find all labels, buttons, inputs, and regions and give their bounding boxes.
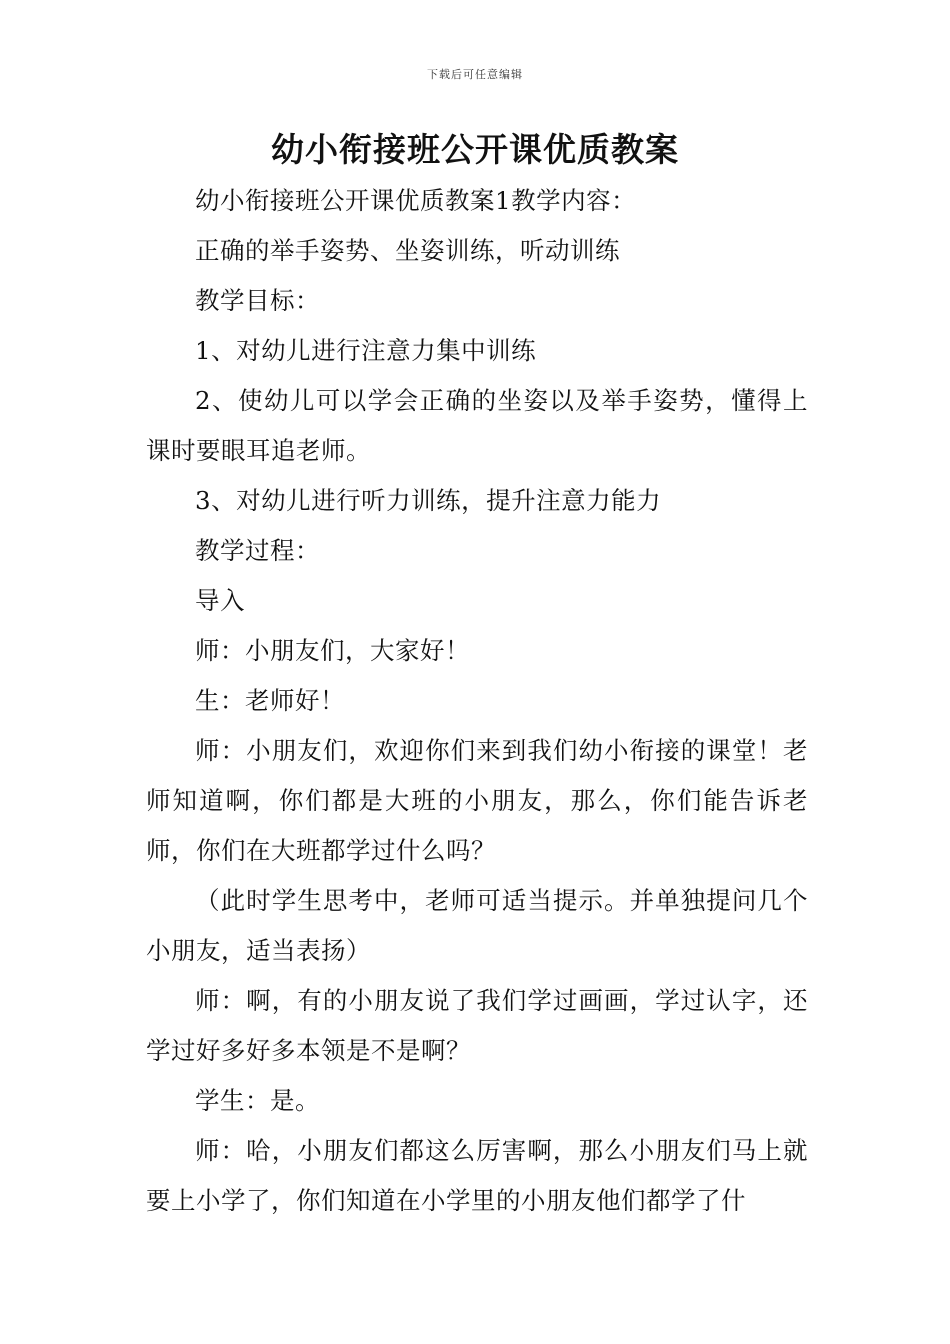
paragraph: 1、对幼儿进行注意力集中训练	[195, 336, 537, 365]
paragraph: 学生：是。	[195, 1086, 320, 1115]
paragraph: 师：哈，小朋友们都这么厉害啊，那么小朋友们马上就要上小学了，你们知道在小学里的小朋友他们都学了什	[146, 1136, 808, 1215]
paragraph: 师：小朋友们，欢迎你们来到我们幼小衔接的课堂！老师知道啊，你们都是大班的小朋友，那么，你们能告诉老师，你们在大班都学过什么吗？	[146, 736, 808, 865]
paragraph: 师：啊，有的小朋友说了我们学过画画，学过认字，还学过好多好多本领是不是啊？	[146, 986, 808, 1065]
paragraph: 教学过程：	[195, 536, 320, 565]
paragraph: 幼小衔接班公开课优质教案1教学内容：	[195, 186, 637, 215]
document-body	[146, 176, 808, 1226]
document-title: 幼小衔接班公开课优质教案	[271, 130, 679, 169]
paragraph: 生：老师好！	[195, 686, 345, 715]
paragraph: （此时学生思考中，老师可适当提示。并单独提问几个小朋友，适当表扬）	[146, 886, 808, 965]
paragraph: 导入	[195, 586, 245, 615]
paragraph: 师：小朋友们，大家好！	[195, 636, 470, 665]
paragraph: 教学目标：	[195, 286, 320, 315]
paragraph: 3、对幼儿进行听力训练，提升注意力能力	[195, 486, 662, 515]
header-note: 下载后可任意编辑	[427, 68, 523, 81]
paragraph: 正确的举手姿势、坐姿训练，听动训练	[195, 236, 620, 265]
paragraph: 2、使幼儿可以学会正确的坐姿以及举手姿势，懂得上课时要眼耳追老师。	[146, 386, 808, 465]
